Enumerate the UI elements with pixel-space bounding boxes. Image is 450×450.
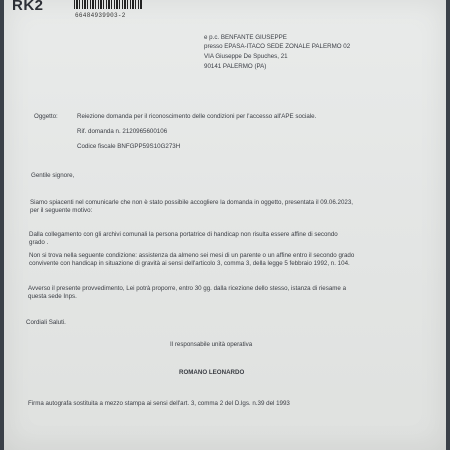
letter-page xyxy=(4,0,446,450)
paragraph-2-line-2: grado . xyxy=(29,239,49,246)
document-code: RK2 xyxy=(12,0,44,14)
signer-name: ROMANO LEONARDO xyxy=(179,369,245,376)
paragraph-4-line-1: Avverso il presente provvedimento, Lei potrà proporre, entro 30 gg. dalla ricezione dello stesso, istanza di riesame a xyxy=(28,285,347,292)
closing: Cordiali Saluti. xyxy=(26,319,66,326)
signature-footnote: Firma autografa sostituita a mezzo stampa ai sensi dell'art. 3, comma 2 del D.lgs. n.39 del 1993 xyxy=(28,400,290,407)
subject-text: Reiezione domanda per il riconoscimento delle condizioni per l'accesso all'APE sociale. xyxy=(77,113,317,120)
paragraph-1-line-1: Siamo spiacenti nel comunicarle che non è stato possibile accogliere la domanda in oggetto, presentata il 09.06.2023, xyxy=(30,199,353,206)
recipient-line-3: VIA Giuseppe De Spuches, 21 xyxy=(204,53,288,60)
recipient-line-4: 90141 PALERMO (PA) xyxy=(204,63,267,70)
paragraph-2-line-1: Dalla collegamento con gli archivi comunali la persona portatrice di handicap non risulta essere affine di secondo xyxy=(29,231,338,238)
paragraph-1-line-2: per il seguente motivo: xyxy=(30,207,93,214)
barcode-number: 66484939903-2 xyxy=(75,12,126,19)
recipient-line-1: e p.c. BENFANTE GIUSEPPE xyxy=(204,34,287,41)
subject-label: Oggetto: xyxy=(34,113,58,120)
signer-role: Il responsabile unità operativa xyxy=(170,341,253,348)
barcode xyxy=(74,0,142,9)
reference-number: Rif. domanda n. 2120965600106 xyxy=(77,128,168,135)
paragraph-3-line-1: Non si trova nella seguente condizione: assistenza da almeno sei mesi di un parente o un affine entro il secondo grado xyxy=(29,252,355,259)
recipient-line-2: presso EPASA-ITACO SEDE ZONALE PALERMO 02 xyxy=(204,43,351,50)
paragraph-4-line-2: questa sede Inps. xyxy=(28,293,77,300)
paragraph-3-line-2: convivente con handicap in situazione di gravità ai sensi dell'articolo 3, comma 3, della legge 5 febbraio 1992, n. 104. xyxy=(29,260,350,267)
fiscal-code: Codice fiscale BNFGPP59S10G273H xyxy=(77,143,181,150)
greeting: Gentile signore, xyxy=(31,172,75,179)
